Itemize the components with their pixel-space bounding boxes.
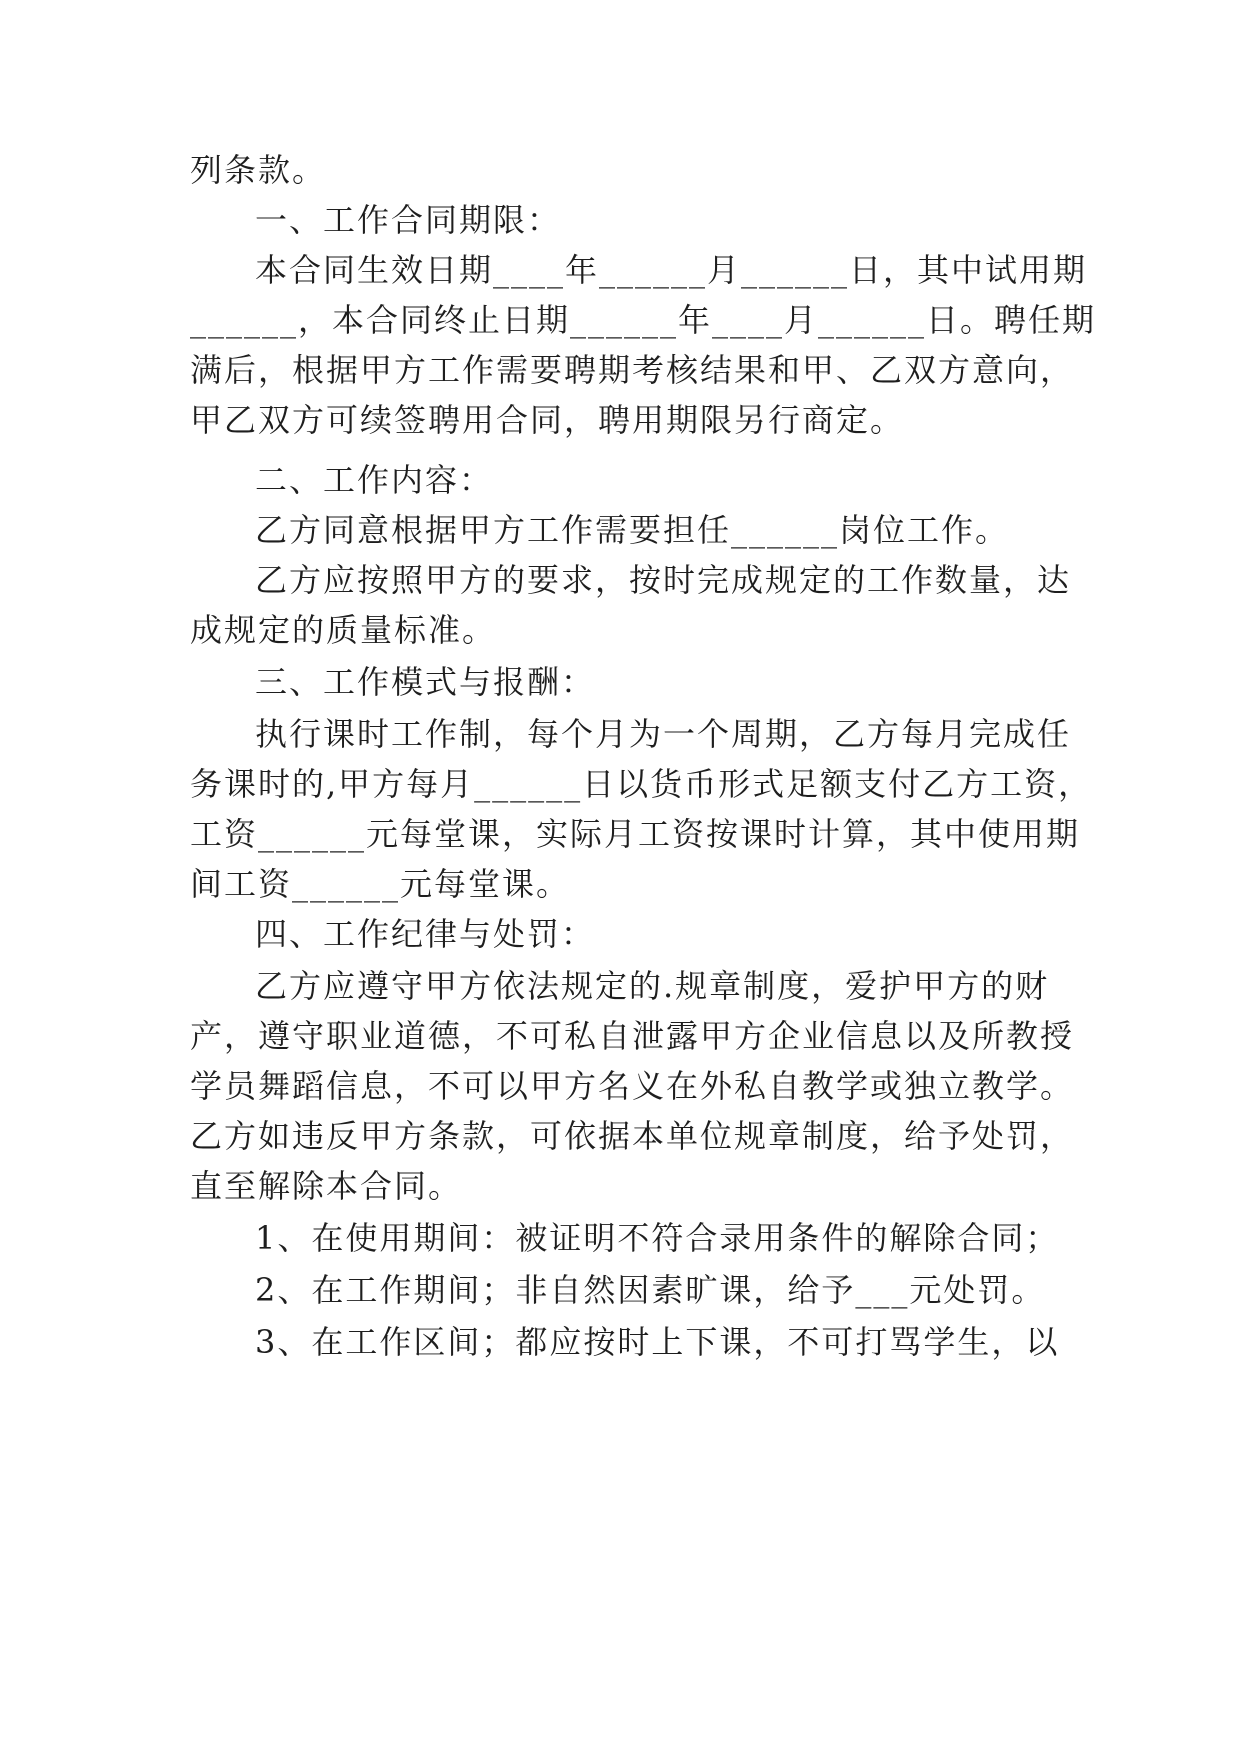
- text-line: 乙方应按照甲方的要求，按时完成规定的工作数量，达: [255, 561, 1072, 599]
- text-line: 学员舞蹈信息，不可以甲方名义在外私自教学或独立教学。: [190, 1067, 1075, 1105]
- section-heading: 一、工作合同期限：: [255, 201, 562, 239]
- list-item: 3、在工作区间；都应按时上下课，不可打骂学生，以: [255, 1323, 1060, 1361]
- list-item: 2、在工作期间；非自然因素旷课，给予___元处罚。: [255, 1271, 1046, 1309]
- text-line: 乙方同意根据甲方工作需要担任______岗位工作。: [255, 511, 1010, 549]
- text-line: 满后，根据甲方工作需要聘期考核结果和甲、乙双方意向，: [190, 351, 1075, 389]
- text-line: 执行课时工作制，每个月为一个周期，乙方每月完成任: [255, 715, 1072, 753]
- text-line: 甲乙双方可续签聘用合同，聘用期限另行商定。: [190, 401, 905, 439]
- text-line: 成规定的质量标准。: [190, 611, 497, 649]
- text-line: 务课时的,甲方每月______日以货币形式足额支付乙方工资，: [190, 765, 1093, 803]
- section-heading: 四、工作纪律与处罚：: [255, 915, 596, 953]
- text-line: 间工资______元每堂课。: [190, 865, 571, 903]
- list-item: 1、在使用期间：被证明不符合录用条件的解除合同；: [255, 1219, 1060, 1257]
- text-line: 本合同生效日期____年______月______日，其中试用期: [255, 251, 1088, 289]
- text-line: 乙方如违反甲方条款，可依据本单位规章制度，给予处罚，: [190, 1117, 1075, 1155]
- text-line: 列条款。: [190, 151, 327, 189]
- section-heading: 三、工作模式与报酬：: [255, 663, 596, 701]
- text-line: 工资______元每堂课，实际月工资按课时计算，其中使用期: [190, 815, 1081, 853]
- text-line: 乙方应遵守甲方依法规定的.规章制度，爱护甲方的财: [255, 967, 1050, 1005]
- section-heading: 二、工作内容：: [255, 461, 494, 499]
- text-line: ______，本合同终止日期______年____月______日。聘任期: [190, 301, 1097, 339]
- text-line: 直至解除本合同。: [190, 1167, 463, 1205]
- text-line: 产，遵守职业道德，不可私自泄露甲方企业信息以及所教授: [190, 1017, 1075, 1055]
